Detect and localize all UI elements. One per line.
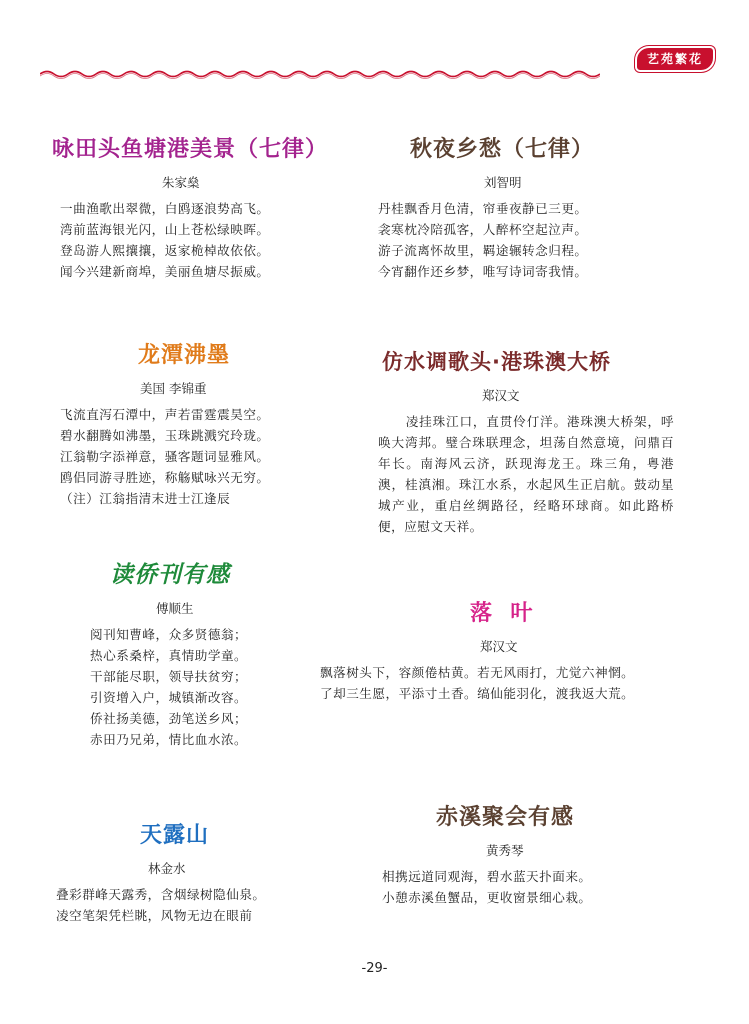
poem-line: 干部能尽职，领导扶贫穷； xyxy=(90,669,248,684)
poem-line: 登岛游人熙攘攘，返家桅棹故依依。 xyxy=(60,243,270,258)
poem-qiuye xyxy=(374,132,674,282)
poem-body xyxy=(60,198,342,282)
poem-body xyxy=(60,404,348,509)
poem-line: 小憩赤溪鱼蟹品，更收窗景细心栽。 xyxy=(382,890,592,905)
poem-line: 碧水翻腾如沸墨，玉珠跳溅究玲珑。 xyxy=(60,428,270,443)
poem-line: 丹桂飘香月色清，帘垂夜静已三更。 xyxy=(378,201,588,216)
poem-line: 阅刊知曹峰，众多贤德翁； xyxy=(90,627,248,642)
poem-paragraph: 凌挂珠江口，直贯伶仃洋。港珠澳大桥架，呼唤大湾邦。璧合珠联理念，坦荡自然意境，问鼎百年长。南海风云济，跃现海龙王。珠三角，粤港澳，桂滇湘。珠江水系，水起风生正启航。鼓动星城产业，重启丝绸路径，经略环球商。如此路桥便，应慰文天祥。 xyxy=(378,414,674,534)
poem-title: 龙潭沸墨 xyxy=(138,343,231,368)
poem-title: 落 叶 xyxy=(470,601,534,626)
poem-line: 游子流离怀故里，羁途辗转念归程。 xyxy=(378,243,588,258)
poem-line: 飞流直泻石潭中，声若雷霆震昊空。 xyxy=(60,407,270,422)
header-decorative-rule xyxy=(40,69,600,79)
poem-line: 凌空笔架凭栏眺，风物无边在眼前 xyxy=(56,908,253,923)
poem-line: 湾前蓝海银光闪，山上苍松绿映晖。 xyxy=(60,222,270,237)
poem-qiaokan xyxy=(88,556,338,750)
poem-title: 天露山 xyxy=(140,823,210,848)
poem-body xyxy=(56,884,346,926)
poem-longtan xyxy=(58,338,348,509)
poem-line: 闻今兴建新商埠，美丽鱼塘尽振威。 xyxy=(60,264,270,279)
poem-body xyxy=(90,624,338,750)
poem-body xyxy=(320,662,700,704)
poem-author: 黄秀琴 xyxy=(486,843,524,858)
poem-line: 了却三生愿，平添寸土香。缟仙能羽化，渡我返大荒。 xyxy=(320,686,635,701)
poem-author: 林金水 xyxy=(148,861,186,876)
poem-line: 赤田乃兄弟，情比血水浓。 xyxy=(90,732,248,747)
poem-author: 美国 李锦重 xyxy=(140,381,207,396)
poem-title: 读侨刊有感 xyxy=(110,562,230,588)
poem-author: 刘智明 xyxy=(484,175,522,190)
poem-body xyxy=(378,198,674,282)
section-badge: 艺苑繁花 xyxy=(637,48,713,70)
poem-tianlushan xyxy=(56,818,346,926)
poem-author: 郑汉文 xyxy=(482,388,520,403)
poem-chixi xyxy=(380,800,680,908)
poem-title: 咏田头鱼塘港美景（七律） xyxy=(52,137,329,162)
poem-line: 一曲渔歌出翠微，白鸥逐浪势高飞。 xyxy=(60,201,270,216)
poem-title: 秋夜乡愁（七律） xyxy=(410,137,595,162)
poem-title: 仿水调歌头·港珠澳大桥 xyxy=(382,350,611,374)
poem-luoye xyxy=(320,596,700,704)
poem-line: 衾寒枕冷陪孤客，人醉杯空起泣声。 xyxy=(378,222,588,237)
poem-line: 引资增入户，城镇渐改容。 xyxy=(90,690,248,705)
poem-author: 朱家燊 xyxy=(162,175,200,190)
poem-line: 今宵翻作还乡梦，唯写诗词寄我情。 xyxy=(378,264,588,279)
poem-line: 热心系桑梓，真情助学童。 xyxy=(90,648,248,663)
poem-yongtiantou xyxy=(52,132,342,282)
poem-line: 相携远道同观海，碧水蓝天扑面来。 xyxy=(382,869,592,884)
page-number: -29- xyxy=(361,961,388,976)
poem-line: 江翁勒字添禅意，骚客题词显雅风。 xyxy=(60,449,270,464)
poem-line: 鸥侣同游寻胜迹，称觞赋咏兴无穷。 xyxy=(60,470,270,485)
poem-line: 叠彩群峰天露秀，含烟绿树隐仙泉。 xyxy=(56,887,266,902)
poem-line: 飘落树头下，容颜倦枯黄。若无风雨打，尤觉六神惘。 xyxy=(320,665,635,680)
poem-body xyxy=(382,866,680,908)
poem-author: 傅顺生 xyxy=(156,601,194,616)
poem-line: 侨社扬美德，劲笔送乡风； xyxy=(90,711,248,726)
poem-title: 赤溪聚会有感 xyxy=(436,805,575,830)
poem-gangzhuao xyxy=(378,346,674,537)
poem-note: （注）江翁指清末进士江逢辰 xyxy=(60,491,231,506)
poem-author: 郑汉文 xyxy=(480,639,518,654)
